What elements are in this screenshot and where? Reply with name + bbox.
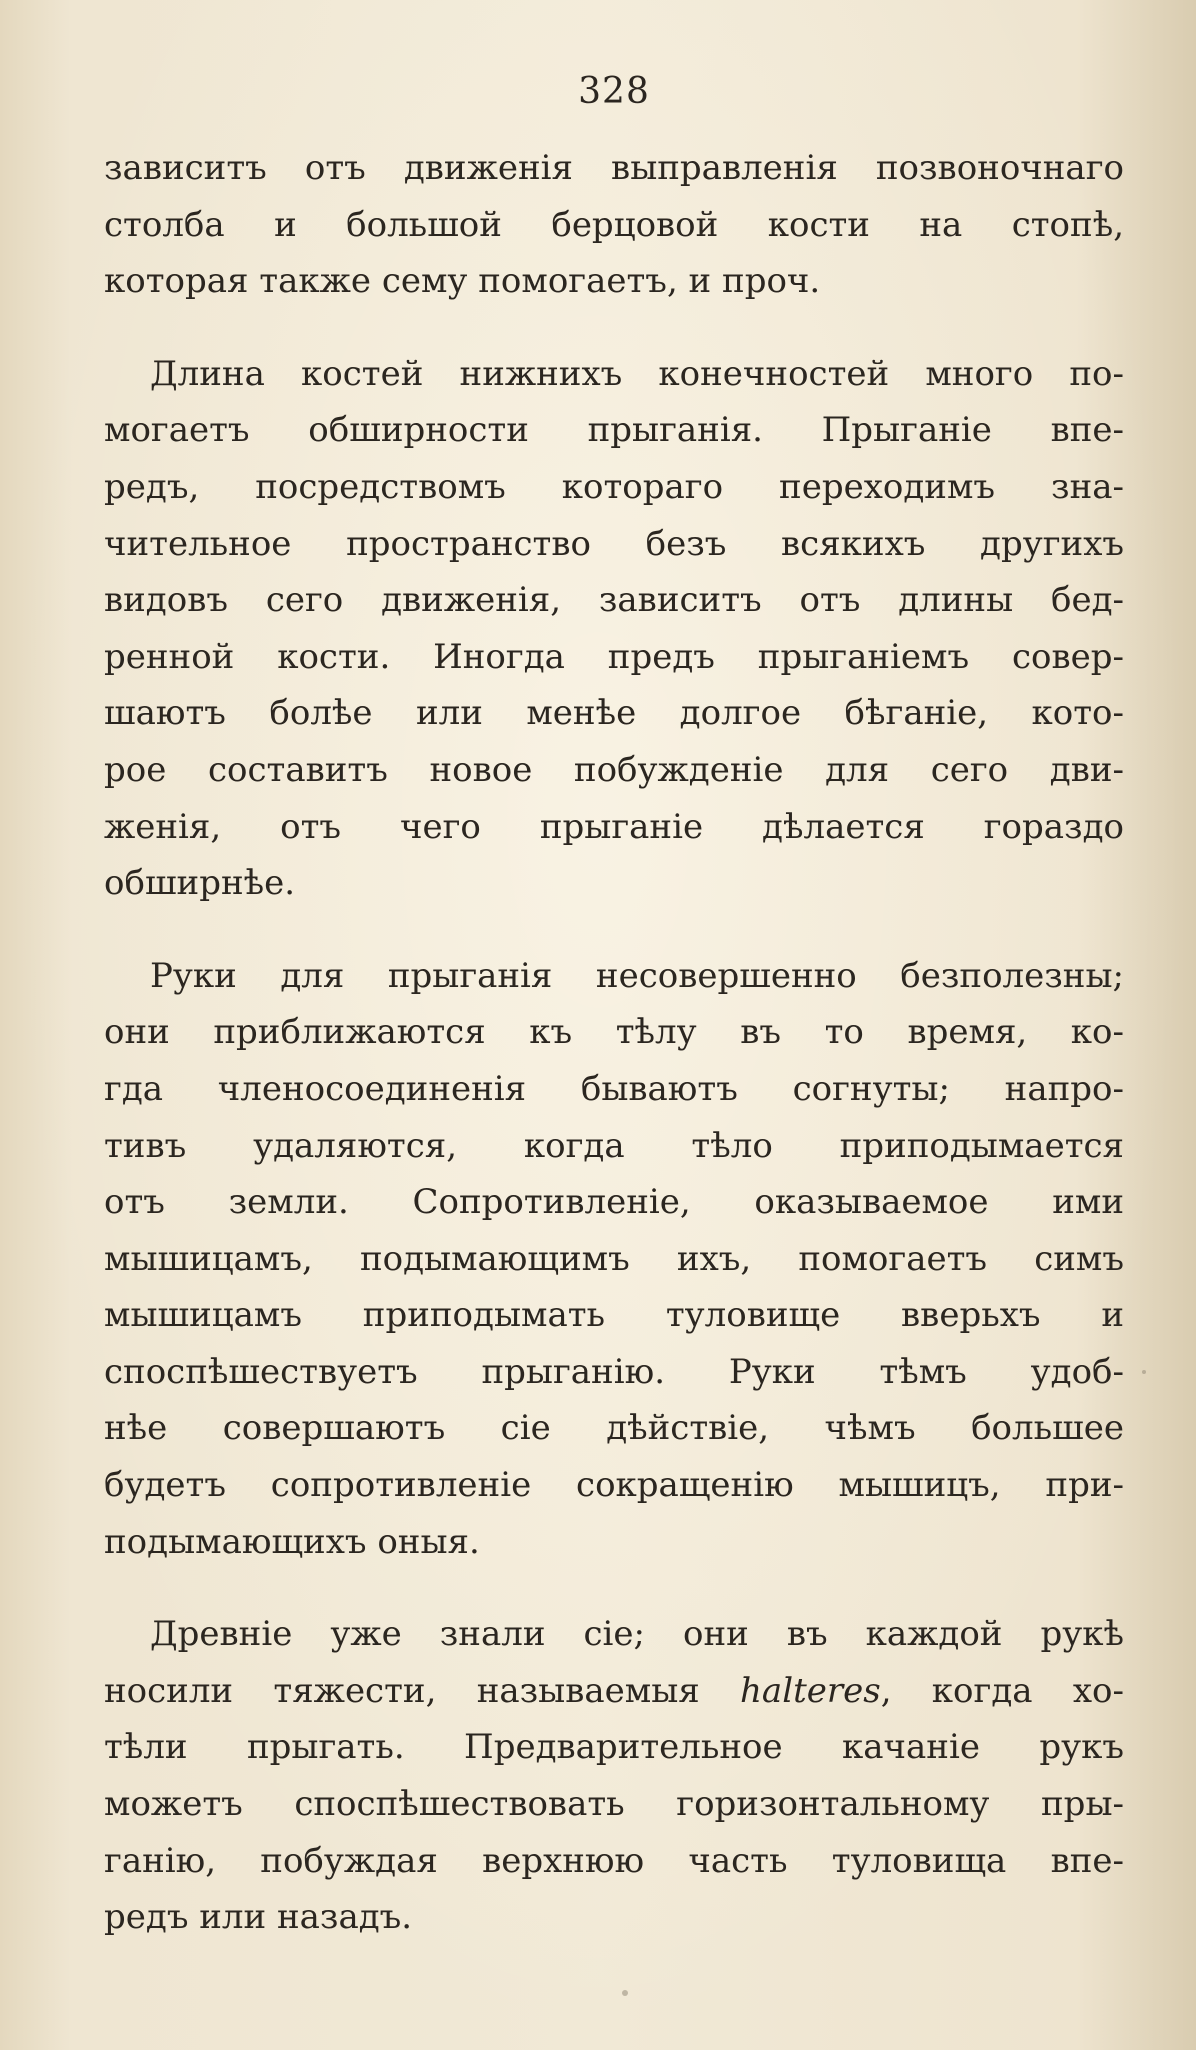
- text-line: чительное пространство безъ всякихъ другихъ: [104, 523, 1124, 564]
- text-fragment: , когда хо-: [880, 1670, 1124, 1711]
- text-line: редъ или назадъ.: [104, 1897, 413, 1938]
- text-line: тѣли прыгать. Предварительное качаніе рукъ: [104, 1727, 1124, 1768]
- paragraph-1: [104, 140, 1124, 310]
- paragraph-4: [104, 1606, 1124, 1946]
- text-line: они приближаются къ тѣлу въ то время, ко-: [104, 1012, 1124, 1053]
- paragraph-gap: [104, 912, 1124, 948]
- text-line: могаетъ обширности прыганія. Прыганіе впе-: [104, 410, 1124, 451]
- page-text: [104, 70, 1124, 1946]
- text-line: Древніе уже знали сіе; они въ каждой рукѣ: [150, 1614, 1124, 1655]
- text-line: шаютъ болѣе или менѣе долгое бѣганіе, кото-: [104, 693, 1124, 734]
- text-line: мышицамъ приподымать туловище вверьхъ и: [104, 1295, 1124, 1336]
- text-line: мышицамъ, подымающимъ ихъ, помогаетъ симъ: [104, 1238, 1124, 1279]
- text-line: обширнѣе.: [104, 863, 296, 904]
- text-line: зависитъ отъ движенія выправленія позвоночнаго: [104, 148, 1124, 188]
- text-fragment: носили тяжести, называемыя: [104, 1670, 741, 1711]
- paragraph-gap: [104, 1570, 1124, 1606]
- text-line: будетъ сопротивленіе сокращенію мышицъ, при-: [104, 1465, 1124, 1506]
- text-line: можетъ споспѣшествовать горизонтальному пры-: [104, 1784, 1124, 1825]
- paper-speck: [622, 1990, 628, 1996]
- text-line: ганію, побуждая верхнюю часть туловища впе-: [104, 1840, 1124, 1881]
- text-line-with-italic: [104, 1663, 1124, 1720]
- text-line: которая также сему помогаетъ, и проч.: [104, 261, 821, 302]
- text-line: Длина костей нижнихъ конечностей много по-: [150, 353, 1124, 394]
- text-line: женія, отъ чего прыганіе дѣлается гораздо: [104, 806, 1124, 847]
- text-line: ренной кости. Иногда предъ прыганіемъ совер-: [104, 636, 1124, 677]
- paper-speck: [1142, 1370, 1146, 1374]
- paragraph-gap: [104, 310, 1124, 346]
- text-line: столба и большой берцовой кости на стопѣ,: [104, 204, 1124, 245]
- text-line: видовъ сего движенія, зависитъ отъ длины бед-: [104, 580, 1124, 621]
- italic-term: halteres: [740, 1670, 881, 1711]
- text-line: рое составитъ новое побужденіе для сего дви-: [104, 749, 1124, 790]
- page-number: 328: [578, 71, 650, 112]
- text-line: Руки для прыганія несовершенно безполезны;: [150, 955, 1124, 996]
- text-line: редъ, посредствомъ котораго переходимъ зна-: [104, 466, 1124, 507]
- text-line: нѣе совершаютъ сіе дѣйствіе, чѣмъ большее: [104, 1408, 1124, 1449]
- paragraph-3: [104, 948, 1124, 1571]
- text-line: споспѣшествуетъ прыганію. Руки тѣмъ удоб-: [104, 1351, 1124, 1392]
- text-line: тивъ удаляются, когда тѣло приподымается: [104, 1125, 1124, 1166]
- paragraph-2: [104, 346, 1124, 912]
- text-line: подымающихъ оныя.: [104, 1521, 480, 1562]
- text-line: отъ земли. Сопротивленіе, оказываемое ими: [104, 1182, 1124, 1223]
- text-line: гда членосоединенія бываютъ согнуты; напро-: [104, 1068, 1124, 1109]
